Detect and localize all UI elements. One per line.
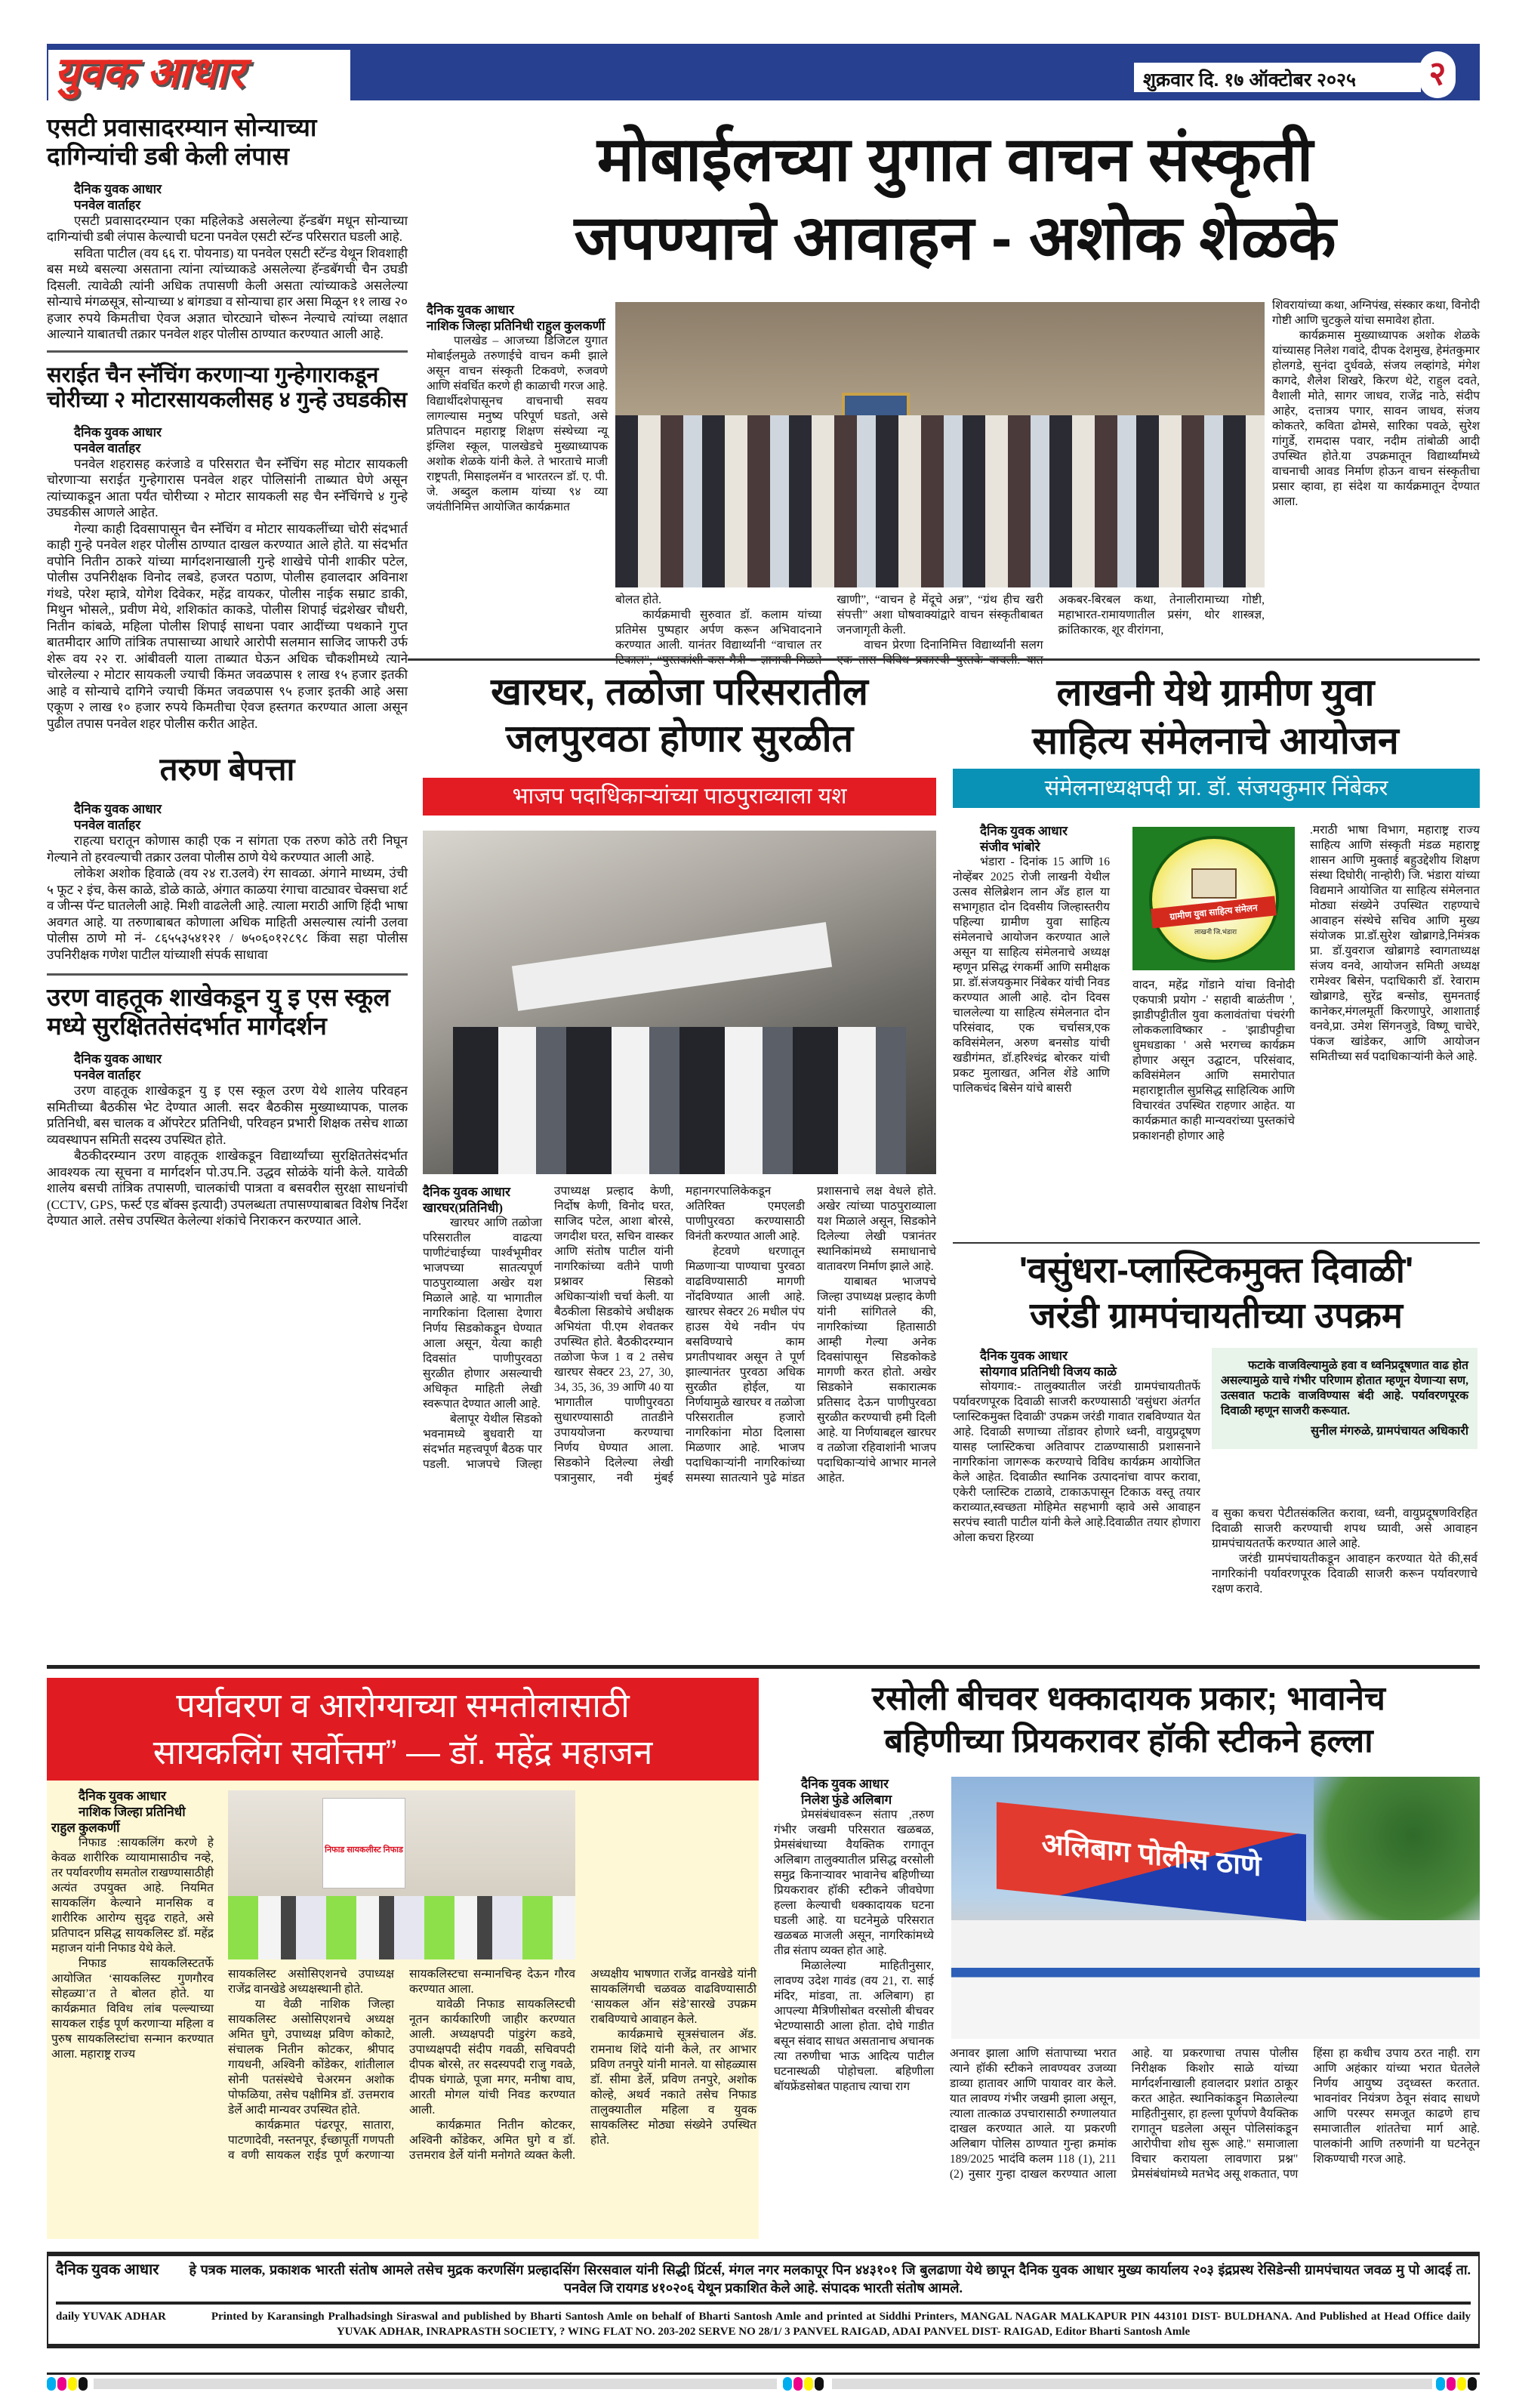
article-missing-youth <box>47 751 408 963</box>
byline: दैनिक युवक आधार <box>74 181 162 196</box>
byline: पनवेल वार्ताहर <box>74 818 141 833</box>
headline-line: मोबाईलच्या युगात वाचन संस्कृती <box>596 125 1314 194</box>
headline-line: बहिणीच्या प्रियकरावर हॉकी स्टीकने हल्ला <box>884 1722 1373 1759</box>
paragraph: शिवरायांच्या कथा, अग्निपंख, संस्कार कथा, विनोदी गोष्टी आणि चुटकुले यांचा समावेश होता. <box>1272 299 1480 327</box>
article-chain-snatching <box>47 363 408 732</box>
headline: सराईत चैन स्नॅचिंग करणाऱ्या गुन्हेगाराकडून चोरीच्या २ मोटारसायकलीसह ४ गुन्हे उघडकीस <box>47 362 408 413</box>
vasundhara-headline <box>953 1247 1480 1338</box>
paragraph: सविता पाटील (वय ६६ रा. पोयनाड) या पनवेल एसटी स्टॅन्ड येथून शिवशाही बस मध्ये बसल्या असताना त्यांना त्यांच्याकडे असलेल्या हॅन्डबॅगची चैन उघडी दिसली. त्यावेळी त्यांनी अधिक तपासणी केली असता त्यांच्याकडे असलेल्या सोन्याचे मंगळसूत्र, सोन्याच्या ४ बांगड्या व सोन्याचा हार असा मिळून ११ लाख २० हजार रुपये किमतीचा ऐवज अज्ञात चोरट्याने चोरून नेल्याचे त्यांच्या लक्षात आल्याने याबातची तक्रार पनवेल शहर पोलीस ठाण्यात करण्यात आली आहे. <box>47 245 408 342</box>
registration-dots <box>47 2377 89 2394</box>
byline: दैनिक युवक आधार <box>801 1777 889 1791</box>
paragraph: गेल्या काही दिवसापासून चैन स्नॅचिंग व मोटार सायकलींच्या चोरी संदभार्त काही गुन्हे पनवेल शहर पोलीस ठाण्यात दाखल करण्यात आले होते. या संदर्भात वपोनि नितीन ठाकरे यांच्या मार्गदशनाखाली गुन्हे शाखेचे पोनी शाकीर पटेल, पोलीस उपनिरीक्षक विनोद लबडे, हजरत पठाण, पोलीस हवालदार अविनाश गंथडे, परेश म्हात्रे, योगेश दिवेकर, महेंद्र वायकर, पोलीस नाईक सम्राट डाकी, मिथुन भोसले,, प्रवीण मेथे, शशिकांत काकडे, पोलीस शिपाई चंद्रशेखर चौधरी, नितीन कांबळे, महिला पोलीस शिपाई साधना पवार आदींच्या पथकाने गुप्त बातमीदार आणि तांत्रिक तपासाच्या आधारे आरोपी सलमान साजिद जाफरी उर्फ शेरू वय २२ रा. आंबीवली याला ताब्यात घेऊन अधिक चौकशीमध्ये त्याने चोरलेल्या २ मोटार सायकली ज्याची किंमत जवळपास १ लाख १५ हजार इतकी आहे व सोन्याचे दागिने ज्याची किंमत जवळपास ९५ हजार इतकी आहे असा एकूण २ लाख १० हजार रुपये किमतीचा ऐवज हस्तगत करण्यात आला असून पुढील तपास पनवेल शहर पोलीस करीत आहेत. <box>47 521 408 731</box>
imprint-name-mr: दैनिक युवक आधार <box>56 2262 159 2278</box>
paragraph: याबाबत भाजपचे जिल्हा उपाध्यक्ष प्रल्हाद केणी यांनी सांगितले की, नागरिकांच्या हितासाठी आम्ही गेल्या अनेक दिवसांपासून सिडकोकडे मागणी करत होतो. अखेर सिडकोने सकारात्मक प्रतिसाद देऊन पाणीपुरवठा सुरळीत करण्याची हमी दिली आहे. या निर्णयाबद्दल खारघर व तळोजा रहिवाशांनी भाजप पदाधिकाऱ्यांचे आभार मानले आहेत. <box>817 1275 936 1485</box>
headline: उरण वाहतूक शाखेकडून यु इ एस स्कूल मध्ये सुरक्षिततेसंदर्भात मार्गदर्शन <box>47 983 390 1041</box>
byline: पनवेल वार्ताहर <box>74 440 141 455</box>
kharghar-photo <box>423 831 936 1174</box>
wall <box>951 1920 1480 2039</box>
police-station-photo <box>951 1777 1480 2039</box>
headline: तरुण बेपत्ता <box>159 751 295 788</box>
lead-headline <box>430 121 1480 278</box>
banner-text: निफाड सायकलीस्ट निफाड <box>325 1845 403 1855</box>
left-column <box>47 113 408 1229</box>
lead-right <box>1272 298 1480 510</box>
paragraph: .मराठी भाषा विभाग, महाराष्ट्र राज्य साहित्य आणि संस्कृती मंडळ महाराष्ट्र शासन आणि मुक्ताई बहुउद्देशीय शिक्षण संस्था दिघोरी( नान्होरी) जि. भंडारा यांच्या विद्यमाने आयोजित या साहित्य संमेलनात मोठ्या संख्येने उपस्थित राहण्याचे आवाहन संस्थेचे सचिव आणि मुख्य संयोजक प्रा.डॉ.सुरेश खोब्रागडे,निमंत्रक प्रा. डॉ.युवराज खोब्रागडे स्वागताध्यक्ष संजय वनवे, आयोजन समिती अध्यक्ष रामेश्वर बिसेन, पदाधिकारी डॉ. रेवाराम खोब्रागडे, सुरेंद्र बन्सोड, सुमनताई कानेकर,मंगलमूर्ती किरणापुरे, आशाताई वनवे,प्रा. उमेश सिंगनजुडे, विष्णू चाचेरे, पंकज खांडेकर, आणि आयोजन समितीच्या सर्व पदाधिकाऱ्यांनी केले आहे. <box>1310 824 1480 1063</box>
kharghar-body <box>423 1184 936 1486</box>
paragraph: अनावर झाला आणि संतापाच्या भरात त्याने हॉकी स्टीकने लावण्यवर उजव्या डाव्या हातावर आणि पायावर वार केले. यात लावण्य गंभीर जखमी झाला असून, त्याला तात्काळ उपचारासाठी रुग्णालयात दाखल करण्यात आले. या प्रकरणी अलिबाग पोलिस ठाण्यात गुन्हा क्रमांक 189/2025 भादंवि कलम 118 (1), 211 (2) नुसार गुन्हा दाखल करण्यात आला आहे. या प्रकरणाचा तपास पोलीस निरीक्षक किशोर साळे यांच्या मार्गदर्शनाखाली हवालदार प्रशांत ठाकूर करत आहेत. स्थानिकांकडून मिळालेल्या माहितीनुसार, हा हल्ला पूर्णपणे वैयक्तिक रागातून घडलेला असून पोलिसांकडून आरोपीचा शोध सुरू आहे." समाजाला विचार करायला लावणारा प्रश्न" प्रेमसंबंधांमध्ये मतभेद असू शकतात, पण हिंसा हा कधीच उपाय ठरत नाही. राग आणि अहंकार यांच्या भरात घेतलेले निर्णय आयुष्य उद्ध्वस्त करतात. भावनांवर नियंत्रण ठेवून संवाद साधणे आणि परस्पर समजूत काढणे हाच समाजातील शांततेचा मार्ग आहे. पालकांनी आणि तरुणांनी या घटनेतून शिकण्याची गरज आहे. <box>950 2047 1480 2181</box>
paragraph: कार्यक्रमास मुख्याध्यापक अशोक शेळके यांच्यासह निलेश गवांदे, दीपक देशमुख, हेमंतकुमार होलगडे, सुनंदा दुर्धवळे, संजय लव्हांगडे, मंगेश कागदे, शैलेश शिखरे, किरण थेटे, राहुल दवते, वैशाली मोते, सागर जाधव, राजेंद्र नाठे, संदीप आहेर, दत्तात्रय पगार, सावन जाधव, संजय कोकतरे, कविता ढोमसे, सारिका पवळे, सुरेश गांगुर्डे, रामदास पवार, नदीम तांबोळी आदी उपस्थित होते.या उपक्रमातून विद्यार्थ्यांमध्ये वाचनाची आवड निर्माण होऊन वाचन संस्कृतीचा प्रसार व्हावा, हा संदेश या कार्यक्रमातून देण्यात आला. <box>1272 329 1480 508</box>
masthead <box>47 44 1480 100</box>
article-school-safety <box>47 983 408 1229</box>
headline-line: जरंडी ग्रामपंचायतीच्या उपक्रम <box>1030 1295 1403 1335</box>
event-banner <box>322 1798 405 1888</box>
cycling-col1 <box>51 1788 214 2062</box>
imprint <box>47 2252 1480 2348</box>
lakhani-banner: संमेलनाध्यक्षपदी प्रा. डॉ. संजयकुमार निंबेकर <box>953 769 1480 808</box>
lakhani-col3 <box>1310 823 1480 1065</box>
article-st-theft <box>47 113 408 343</box>
paragraph: कार्यक्रमाची सुरुवात डॉ. कलाम यांच्या प्रतिमेस पुष्पहार अर्पण करून अभिवादनाने करण्यात आली. यानंतर विद्यार्थ्यांनी “वाचाल तर खाणी”, “वाचन हे मेंदूचे अन्न”, “ग्रंथ हीच खरी संपत्ती” अशा घोषवाक्यांद्वारे वाचन संस्कृतीबाबत जनजागृती केली. <box>615 594 1043 652</box>
divider <box>408 658 1480 661</box>
paragraph: बैठकीदरम्यान उरण वाहतूक शाखेकडून विद्यार्थ्यांच्या सुरक्षिततेसंदर्भात आवश्यक त्या सूचना व मार्गदर्शन पो.उप.नि. उद्धव सोळंके यांनी केले. यावेळी शालेय बसची तांत्रिक तपासणी, चालकांची पात्रता व बसवरील सुरक्षा साधनांची (CCTV, GPS, फर्स्ट एड बॉक्स इत्यादी) उपलब्धता तपासण्याबाबत विशेष निर्देश देण्यात आले. तसेच उपस्थित केलेल्या शंकांचे निराकरन करण्यात आले. <box>47 1149 408 1229</box>
lakhani-col1 <box>953 823 1110 1096</box>
paragraph: कार्यक्रमात पंढरपूर, सातारा, पाटणादेवी, नस्तनपूर, ईच्छापूर्ती गणपती व वणी सायकल राईड पूर्ण करणाऱ्या सायकलिस्टचा सन्मानचिन्ह देऊन गौरव करण्यात आला. <box>228 1968 575 2162</box>
paragraph: यावेळी निफाड सायकलिस्टची नूतन कार्यकारिणी जाहीर करण्यात आली. अध्यक्षपदी पांडुरंग कडवे, उपाध्यक्षपदी संदीप गवळी, सचिवपदी दीपक बोरसे, तर सदस्यपदी राजु गवळे, दीपक घंगाळे, पूजा मगर, मनीषा वाघ, आरती मोगल यांची निवड करण्यात आली. <box>409 1998 575 2117</box>
headline-line: लाखनी येथे ग्रामीण युवा <box>1056 671 1375 714</box>
paragraph: निफाड सायकलिस्टतर्फे आयोजित ‘सायकलिस्ट गुणगौरव सोहळ्या’त ते बोलत होते. या कार्यक्रमात विविध लांब पल्ल्याच्या सायकल राईड पूर्ण करणाऱ्या महिला व पुरुष सायकलिस्टांचा सन्मान करण्यात आला. महाराष्ट्र राज्य <box>51 1957 214 2061</box>
paragraph: राहत्या घरातून कोणास काही एक न सांगता एक तरुण कोठे तरी निघून गेल्याने तो हरवल्याची तक्रार उलवा पोलीस ठाणे येथे करण्यात आली आहे. <box>47 834 408 865</box>
kharghar-banner: भाजप पदाधिकाऱ्यांच्या पाठपुराव्याला यश <box>423 778 936 816</box>
headline-line: जलपुरवठा होणार सुरळीत <box>505 717 854 760</box>
cycling-headline <box>47 1678 759 1776</box>
divider <box>47 1665 1480 1669</box>
byline: दैनिक युवक आधार <box>423 1185 510 1199</box>
headline-line: साहित्य संमेलनाचे आयोजन <box>1032 720 1399 762</box>
sign-text: अलिबाग पोलीस ठाणे <box>1041 1827 1262 1883</box>
byline: पनवेल वार्ताहर <box>74 1068 141 1083</box>
paragraph: प्रेमसंबंधावरून संताप ,तरुण गंभीर जखमी परिसरात खळबळ, प्रेमसंबंधाच्या वैयक्तिक रागातून अलिबाग तालुक्यातील प्रसिद्ध वरसोली समुद्र किनाऱ्यावर भावानेच बहिणीच्या प्रियकरावर हॉकी स्टीकने जीवघेणा हल्ला केल्याची धक्कादायक घटना घडली आहे. या घटनेमुळे परिसरात खळबळ माजली असून, नागरिकांमध्ये तीव्र संताप व्यक्त होत आहे. <box>774 1808 934 1957</box>
vasundhara-col1 <box>953 1348 1200 1546</box>
color-registration-bar <box>47 2373 1480 2388</box>
headline-line: खारघर, तळोजा परिसरातील <box>491 671 868 713</box>
lakhani-logo <box>1132 827 1295 970</box>
paragraph: उरण वाहतूक शाखेकडून यु इ एस स्कूल उरण येथे शालेय परिवहन समितीच्या बैठकीस भेट देण्यात आली. सदर बैठकीस मुख्याध्यापक, पालक प्रतिनिधी, बस चालक व ऑपरेटर प्रतिनिधी, परिवहन प्रभारी शिक्षक तसेच शाळा व्यवस्थापन समिती सदस्य उपस्थित होते. <box>47 1084 408 1147</box>
imprint-text-mr: हे पत्रक मालक, प्रकाशक भारती संतोष आमले तसेच मुद्रक करणसिंग प्रल्हादसिंग सिरसवाल यांनी सिद्धी प्रिंटर्स, मंगल नगर मलकापूर पिन ४४३१०१ जि बुलढाणा येथे छापून दैनिक युवक आधार मुख्य कार्यालय २०३ इंद्रप्रस्थ रेसिडेन्सी ग्रामपंचायत जवळ मु पो आदई ता. पनवेल जि रायगड ४१०२०६ येथून प्रकाशित केले आहे. संपादक भारती संतोष आमले. <box>189 2262 1471 2295</box>
logo-ribbon: ग्रामीण युवा साहित्य संमेलन <box>1151 896 1277 928</box>
paragraph: वाचन प्रेरणा दिनानिमित्त विद्यार्थ्यांनी सलग अकबर-बिरबल कथा, तेनालीरामाच्या गोष्टी, महाभारत-रामायणातील प्रसंग, थोर शास्त्रज्ञ, क्रांतिकारक, शूर वीरांगना, <box>864 594 1265 652</box>
station-sign <box>997 1802 1306 1921</box>
paragraph: लोकेश अशोक हिवाळे (वय २४ रा.उलवे) रंग सावळा. अंगाने माध्यम, उंची ५ फूट २ इंच, केस काळे, डोळे काळे, अंगात काळया रंगाचा वाट्यावर चेक्सचा शर्ट व जीन्स पॅन्ट घातलेली आहे. मिशी वाढलेली आहे. त्याला मराठी आणि हिंदी भाषा अवगत आहे. या तरुणाबाबत कोणाला अधिक माहिती असल्यास त्यांनी उलवा पोलीस ठाणे मो नं- ८६५५३५४१२१ / ७५०६०१२८९८ किंवा सहा पोलीस उपनिरीक्षक गणेश पाटील यांच्याशी संपर्क साधावा <box>47 866 408 962</box>
logo-subtitle: लाखनी जि.भंडारा <box>1194 928 1237 936</box>
byline: खारघर(प्रतिनिधी) <box>423 1201 504 1215</box>
headline-line: रसोली बीचवर धक्कादायक प्रकार; भावानेच <box>872 1680 1385 1717</box>
headline-line: जपण्याचे आवाहन - अशोक शेळके <box>574 204 1336 273</box>
byline: दैनिक युवक आधार <box>79 1789 166 1803</box>
divider <box>47 973 408 976</box>
paragraph: पनवेल शहरासह करंजाडे व परिसरात चैन स्नॅचिंग सह मोटार सायकली चोरणाऱ्या सराईत गुन्हेगारास पनवेल शहर पोलिसांनी ताब्यात घेणे असून त्यांच्याकडून आता पर्यंत चोरीच्या २ मोटार सायकली सह चैन स्नॅचिंगचे ४ गुन्हे उघडकीस आणले आहेत. <box>47 456 408 520</box>
paragraph: वादन, महेंद्र गोंडाने यांचा विनोदी एकपात्री प्रयोग -' सहावी बाळंतीण ', झाडीपट्टीतील युवा कलावंतांचा पंचरंगी लोककलाविष्कार - 'झाडीपट्टीचा धुमधडाका ' असे भरगच्च कार्यक्रम होणार असून उद्घाटन, परिसंवाद, कविसंमेलन आणि समारोपात महाराष्ट्रातील सुप्रसिद्ध साहित्यिक आणि विचारवंत उपस्थित राहणार आहेत. या कार्यक्रमात काही मान्यवरांच्या पुस्तकांचे प्रकाशनही होणार आहे <box>1132 979 1295 1142</box>
lakhani-headline <box>951 668 1480 765</box>
byline: दैनिक युवक आधार <box>427 303 514 317</box>
headline-line: 'वसुंधरा-प्लास्टिकमुक्त दिवाळी' <box>1018 1250 1414 1290</box>
headline: एसटी प्रवासादरम्यान सोन्याच्या दागिन्यांची डबी केली लंपास <box>47 113 317 170</box>
paragraph: सायकलिस्ट असोसिएशनचे उपाध्यक्ष राजेंद्र वानखेडे अध्यक्षस्थानी होते. <box>228 1968 394 1996</box>
cycling-headline-box <box>47 1678 759 1781</box>
paragraph: पालखेड – आजच्या डिजिटल युगात मोबाईलमुळे तरुणाईचे वाचन कमी झाले असून वाचन संस्कृती टिकवणे, रुजवणे आणि संवर्धित करणे ही काळाची गरज आहे. विद्यार्थीदशेपासूनच वाचनाची सवय लागल्यास मनुष्य परिपूर्ण घडतो, असे प्रतिपादन महाराष्ट्र शिक्षण संस्थेच्या न्यू इंग्लिश स्कूल, पालखेडचे मुख्याध्यापक अशोक शेळके यांनी केले. ते भारताचे माजी राष्ट्रपती, मिसाइलमॅन व भारतरत्न डॉ. ए. पी. जे. अब्दुल कलाम यांच्या ९४ व्या जयंतीनिमित्त आयोजित कार्यक्रमात <box>427 335 608 513</box>
book-icon <box>1191 868 1237 899</box>
logo-text: युवक आधार <box>54 48 245 96</box>
rasoli-col1 <box>774 1776 934 2095</box>
rasoli-headline <box>778 1678 1480 1762</box>
byline: संजीव भांबोरे <box>980 840 1040 854</box>
paragraph: एसटी प्रवासादरम्यान एका महिलेकडे असलेल्या हॅन्डबॅग मधून सोन्याच्या दागिन्यांची डबी लंपास केल्याची घटना पनवेल एसटी स्टॅन्ड परिसरात घडली आहे. <box>47 213 408 245</box>
vasundhara-col2 <box>1212 1506 1477 1597</box>
byline: दैनिक युवक आधार <box>980 1349 1068 1363</box>
registration-dots <box>1436 2377 1478 2394</box>
paragraph: बेलापूर येथील सिडको भवनामध्ये बुधवारी या संदर्भात महत्त्वपूर्ण बैठक पार पडली. भाजपचे जिल्हा उपाध्यक्ष प्रल्हाद केणी, निर्दोष केणी, विनोद घरत, साजिद पटेल, आशा बोरसे, जगदीश घरत, सचिन वास्कर आणि संतोष पाटील यांनी नागरिकांच्या वतीने पाणी प्रश्नावर सिडको अधिकाऱ्यांशी चर्चा केली. या बैठकीला सिडकोचे अधीक्षक अभियंता पी.एम शेवतकर उपस्थित होते. बैठकीदरम्यान तळोजा फेज 1 व 2 तसेच खारघर सेक्टर 23, 27, 30, 34, 35, 36, 39 आणि 40 या भागातील पाणीपुरवठा सुधारण्यासाठी तातडीने उपाययोजना करण्याचा निर्णय घेण्यात आला. सिडकोने दिलेल्या लेखी पत्रानुसार, नवी मुंबई महानगरपालिकेकडून अतिरिक्त एमएलडी पाणीपुरवठा करण्यासाठी विनंती करण्यात आली आहे. <box>423 1185 805 1485</box>
people <box>453 1027 906 1174</box>
imprint-name-en: daily YUVAK ADHAR <box>56 2311 166 2323</box>
lakhani-col2 <box>1132 978 1295 1144</box>
quote-box <box>1212 1348 1477 1449</box>
paragraph: सोयगाव:- तालुक्यातील जरंडी ग्रामपंचायतीतर्फे पर्यावरणपूरक दिवाळी साजरी करण्यासाठी 'वसुंधरा अंतर्गत प्लास्टिकमुक्त दिवाळी' उपक्रम जरंडी गावात राबविण्यात येत आहे. दिवाळी सणाच्या तोंडावर होणारे ध्वनी, वायुप्रदूषण यासह प्लास्टिकचा अतिवापर टाळण्यासाठी प्रशासनाने नागरिकांना जागरूक करण्याचे विविध कार्यक्रम आयोजित केले आहेत. दिवाळीत स्थानिक उत्पादनांचा वापर करावा, एकेरी प्लास्टिक टाळावे, टाकाऊपासून टिकाऊ वस्तू तयार कराव्यात,स्वच्छता मोहिमेत सहभागी व्हावे असे आवाहन सरपंच स्वाती पाटील यांनी केले आहे.दिवाळीत तयार होणारा ओला कचरा हिरव्या <box>953 1380 1200 1544</box>
paragraph: व सुका कचरा पेटीतसंकलित करावा, ध्वनी, वायुप्रदूषणविरहित दिवाळी साजरी करण्याची शपथ घ्यावी, असे आवाहन ग्रामपंचायततर्फे करण्यात आले आहे. <box>1212 1507 1477 1550</box>
byline: नाशिक जिल्हा प्रतिनिधी राहुल कुलकर्णी <box>427 319 605 333</box>
meeting-table <box>512 922 832 1011</box>
headline-line: पर्यावरण व आरोग्याच्या समतोलासाठी <box>176 1686 630 1725</box>
paragraph: निफाड :सायकलिंग करणे हे केवळ शारीरिक व्यायामासाठीच नव्हे, तर पर्यावरणीय समतोल राखण्यासाठीही अत्यंत उपयुक्त आहे. नियमित सायकलिंग केल्याने मानसिक व शारीरिक आरोग्य सुदृढ राहते, असे प्रतिपादन प्रसिद्ध सायकलिस्ट डॉ. महेंद्र महाजन यांनी निफाड येथे केले. <box>51 1836 214 1955</box>
rasoli-rest <box>950 2046 1480 2182</box>
paragraph: मिळालेल्या माहितीनुसार, लावण्य उदेश गावंड (वय 21, रा. साई मंदिर, मांडवा, ता. अलिबाग) हा आपल्या मैत्रिणीसोबत वरसोली बीचवर भेटण्यासाठी आला होता. दोघे गाडीत बसून संवाद साधत असतानाच अचानक त्या तरुणीचा भाऊ आदित्य पाटील घटनास्थळी पोहोचला. बहिणीला बॉयफ्रेंडसोबत पाहताच त्याचा राग <box>774 1959 934 2093</box>
quote-text: फटाके वाजविल्यामुळे हवा व ध्वनिप्रदूषणात वाढ होत असल्यामुळे याचे गंभीर परिणाम होतात म्हणून येणाऱ्या सण, उत्सवात फटाके वाजविण्यास बंदी आहे. पर्यावरणपूरक दिवाळी म्हणून साजरी करूयात. <box>1221 1359 1468 1417</box>
cycling-rest <box>228 1967 756 2163</box>
byline: निलेश फुंडे अलिबाग <box>801 1793 892 1807</box>
paragraph: या वेळी नाशिक जिल्हा सायकलिस्ट असोसिएशनचे अध्यक्ष अमित घुगे, उपाध्यक्ष प्रविण कोकाटे, संचालक नितीन कोटकर, श्रीपाद गायधनी, अश्विनी कोंडेकर, शांतीलाल सोनी पतसंस्थेचे चेअरमन अशोक पोफळिया, तसेच पक्षीमित्र डॉ. उत्तमराव डेर्ले आदी मान्यवर उपस्थित होते. <box>228 1998 394 2117</box>
divider <box>953 1242 1480 1244</box>
kharghar-headline <box>423 668 936 762</box>
paragraph: हेटवणे धरणातून मिळणाऱ्या पाण्याचा पुरवठा वाढविण्यासाठी मागणी नोंदविण्यात आली आहे. खारघर सेक्टर 26 मधील पंप हाउस येथे नवीन पंप बसविण्याचे काम प्रगतीपथावर असून ते पूर्ण झाल्यानंतर पुरवठा अधिक सुरळीत होईल, या निर्णयामुळे खारघर व तळोजा परिसरातील हजारो नागरिकांना मोठा दिलासा मिळणार आहे. भाजप पदाधिकाऱ्यांनी नागरिकांच्या समस्या सातत्याने पुढे मांडत प्रशासनाचे लक्ष वेधले होते. अखेर त्यांच्या पाठपुराव्याला यश मिळाले असून, सिडकोने दिलेल्या लेखी पत्रानंतर स्थानिकांमध्ये समाधानाचे वातावरण निर्माण झाले आहे. <box>686 1185 936 1485</box>
byline: दैनिक युवक आधार <box>74 424 162 439</box>
quote-author: सुनील मंगरुळे, ग्रामपंचायत अधिकारी <box>1311 1425 1468 1438</box>
lead-under-photo <box>615 593 1265 668</box>
headline-line: सायकलिंग सर्वोत्तम” — डॉ. महेंद्र महाजन <box>153 1733 653 1771</box>
paragraph: जरंडी ग्रामपंचायतीकडून आवाहन करण्यात येते की,सर्व नागरिकांनी पर्यावरणपूरक दिवाळी साजरी करून पर्यावरणाचे रक्षण करावे. <box>1212 1552 1477 1596</box>
byline: सोयगाव प्रतिनिधी विजय काळे <box>980 1364 1117 1379</box>
byline: दैनिक युवक आधार <box>74 1052 162 1067</box>
issue-date: शुक्रवार दि. १७ ऑक्टोबर २०२५ <box>1143 69 1357 91</box>
byline: दैनिक युवक आधार <box>980 824 1068 838</box>
paragraph: खारघर आणि तळोजा परिसरातील वाढत्या पाणीटंचाईच्या पार्श्वभूमीवर भाजपच्या सातत्यपूर्ण पाठपुराव्याला अखेर यश मिळाले आहे. या भागातील नागरिकांना दिलासा देणारा निर्णय सिडकोकडून घेण्यात आला असून, येत्या काही दिवसांत पाणीपुरवठा सुरळीत होणार असल्याची अधिकृत माहिती लेखी स्वरूपात देण्यात आली आहे. <box>423 1216 542 1411</box>
paragraph: कार्यक्रमाचे सूत्रसंचालन ॲड. रामनाथ शिंदे यांनी केले, तर आभार प्रविण तनपुरे यांनी मानले. या सोहळ्यास डॉ. सीमा डेर्ले, प्रविण तनपुरे, अशोक कोल्हे, अथर्व नकाते तसेच निफाड तालुक्यातील महिला व युवक सायकलिस्ट मोठ्या संख्येने उपस्थित होते. <box>590 2028 756 2147</box>
paragraph: कार्यक्रमात नितीन कोटकर, अश्विनी कोंडेकर, अमित घुगे व डॉ. उत्तमराव डेर्ले यांनी मनोगते व्यक्त केली. अध्यक्षीय भाषणात राजेंद्र वानखेडे यांनी सायकलिंगची चळवळ वाढविण्यासाठी ‘सायकल ऑन संडे’सारखे उपक्रम राबविण्याचे आवाहन केले. <box>409 1968 756 2162</box>
page-number: २ <box>1419 51 1456 98</box>
lead-photo <box>615 302 1265 587</box>
byline: दैनिक युवक आधार <box>74 802 162 817</box>
paragraph: भंडारा - दिनांक 15 आणि 16 नोव्हेंबर 2025 रोजी लाखनी येथील उत्सव सेलिब्रेशन लान अँड हाल या सभागृहात दोन दिवसीय जिल्हास्तरीय पहिल्या ग्रामीण युवा साहित्य संमेलनाचे आयोजन करण्यात आले असून या साहित्य संमेलनाचे अध्यक्ष म्हणून प्रसिद्ध रंगकर्मी आणि समीक्षक प्रा. डॉ.संजयकुमार निंबेकर यांची निवड करण्यात आली आहे. दोन दिवस चाललेल्या या साहित्य संमेलनात दोन परिसंवाद, एक चर्चासत्र,एक कविसंमेलन, अरुण बनसोड यांची खडीगंमत, डॉ.हरिश्चंद्र बोरकर यांची प्रकट मुलाखत, अनिल शेंडे आणि पालिकचंद बिसेन यांचे बासरी <box>953 856 1110 1095</box>
byline: राहुल कुलकर्णी <box>51 1821 120 1835</box>
registration-dots <box>783 2377 825 2394</box>
panelists <box>228 1896 575 1959</box>
people <box>615 415 1265 587</box>
imprint-text-en: Printed by Karansingh Pralhadsingh Siraswal and published by Bharti Santosh Amle on behalf of Bharti Santosh Amle and printed at Siddhi Printers, MANGAL NAGAR MALKAPUR PIN 443101 DIST- BULDHANA. And Published at Head Office daily YUVAK ADHAR, INRAPRASTH SOCIETY, ? WING FLAT NO. 203-202 SERVE NO 28/1/ 3 PANVEL RAIGAD, ADAI PANVEL DIST- RAIGAD, Editor Bharti Santosh Amle <box>211 2311 1471 2338</box>
divider <box>47 350 408 353</box>
paragraph: बोलत होते. <box>615 594 662 606</box>
cycling-photo <box>228 1790 575 1959</box>
byline: पनवेल वार्ताहर <box>74 197 141 212</box>
lead-left <box>427 302 608 515</box>
byline: नाशिक जिल्हा प्रतिनिधी <box>79 1805 186 1819</box>
